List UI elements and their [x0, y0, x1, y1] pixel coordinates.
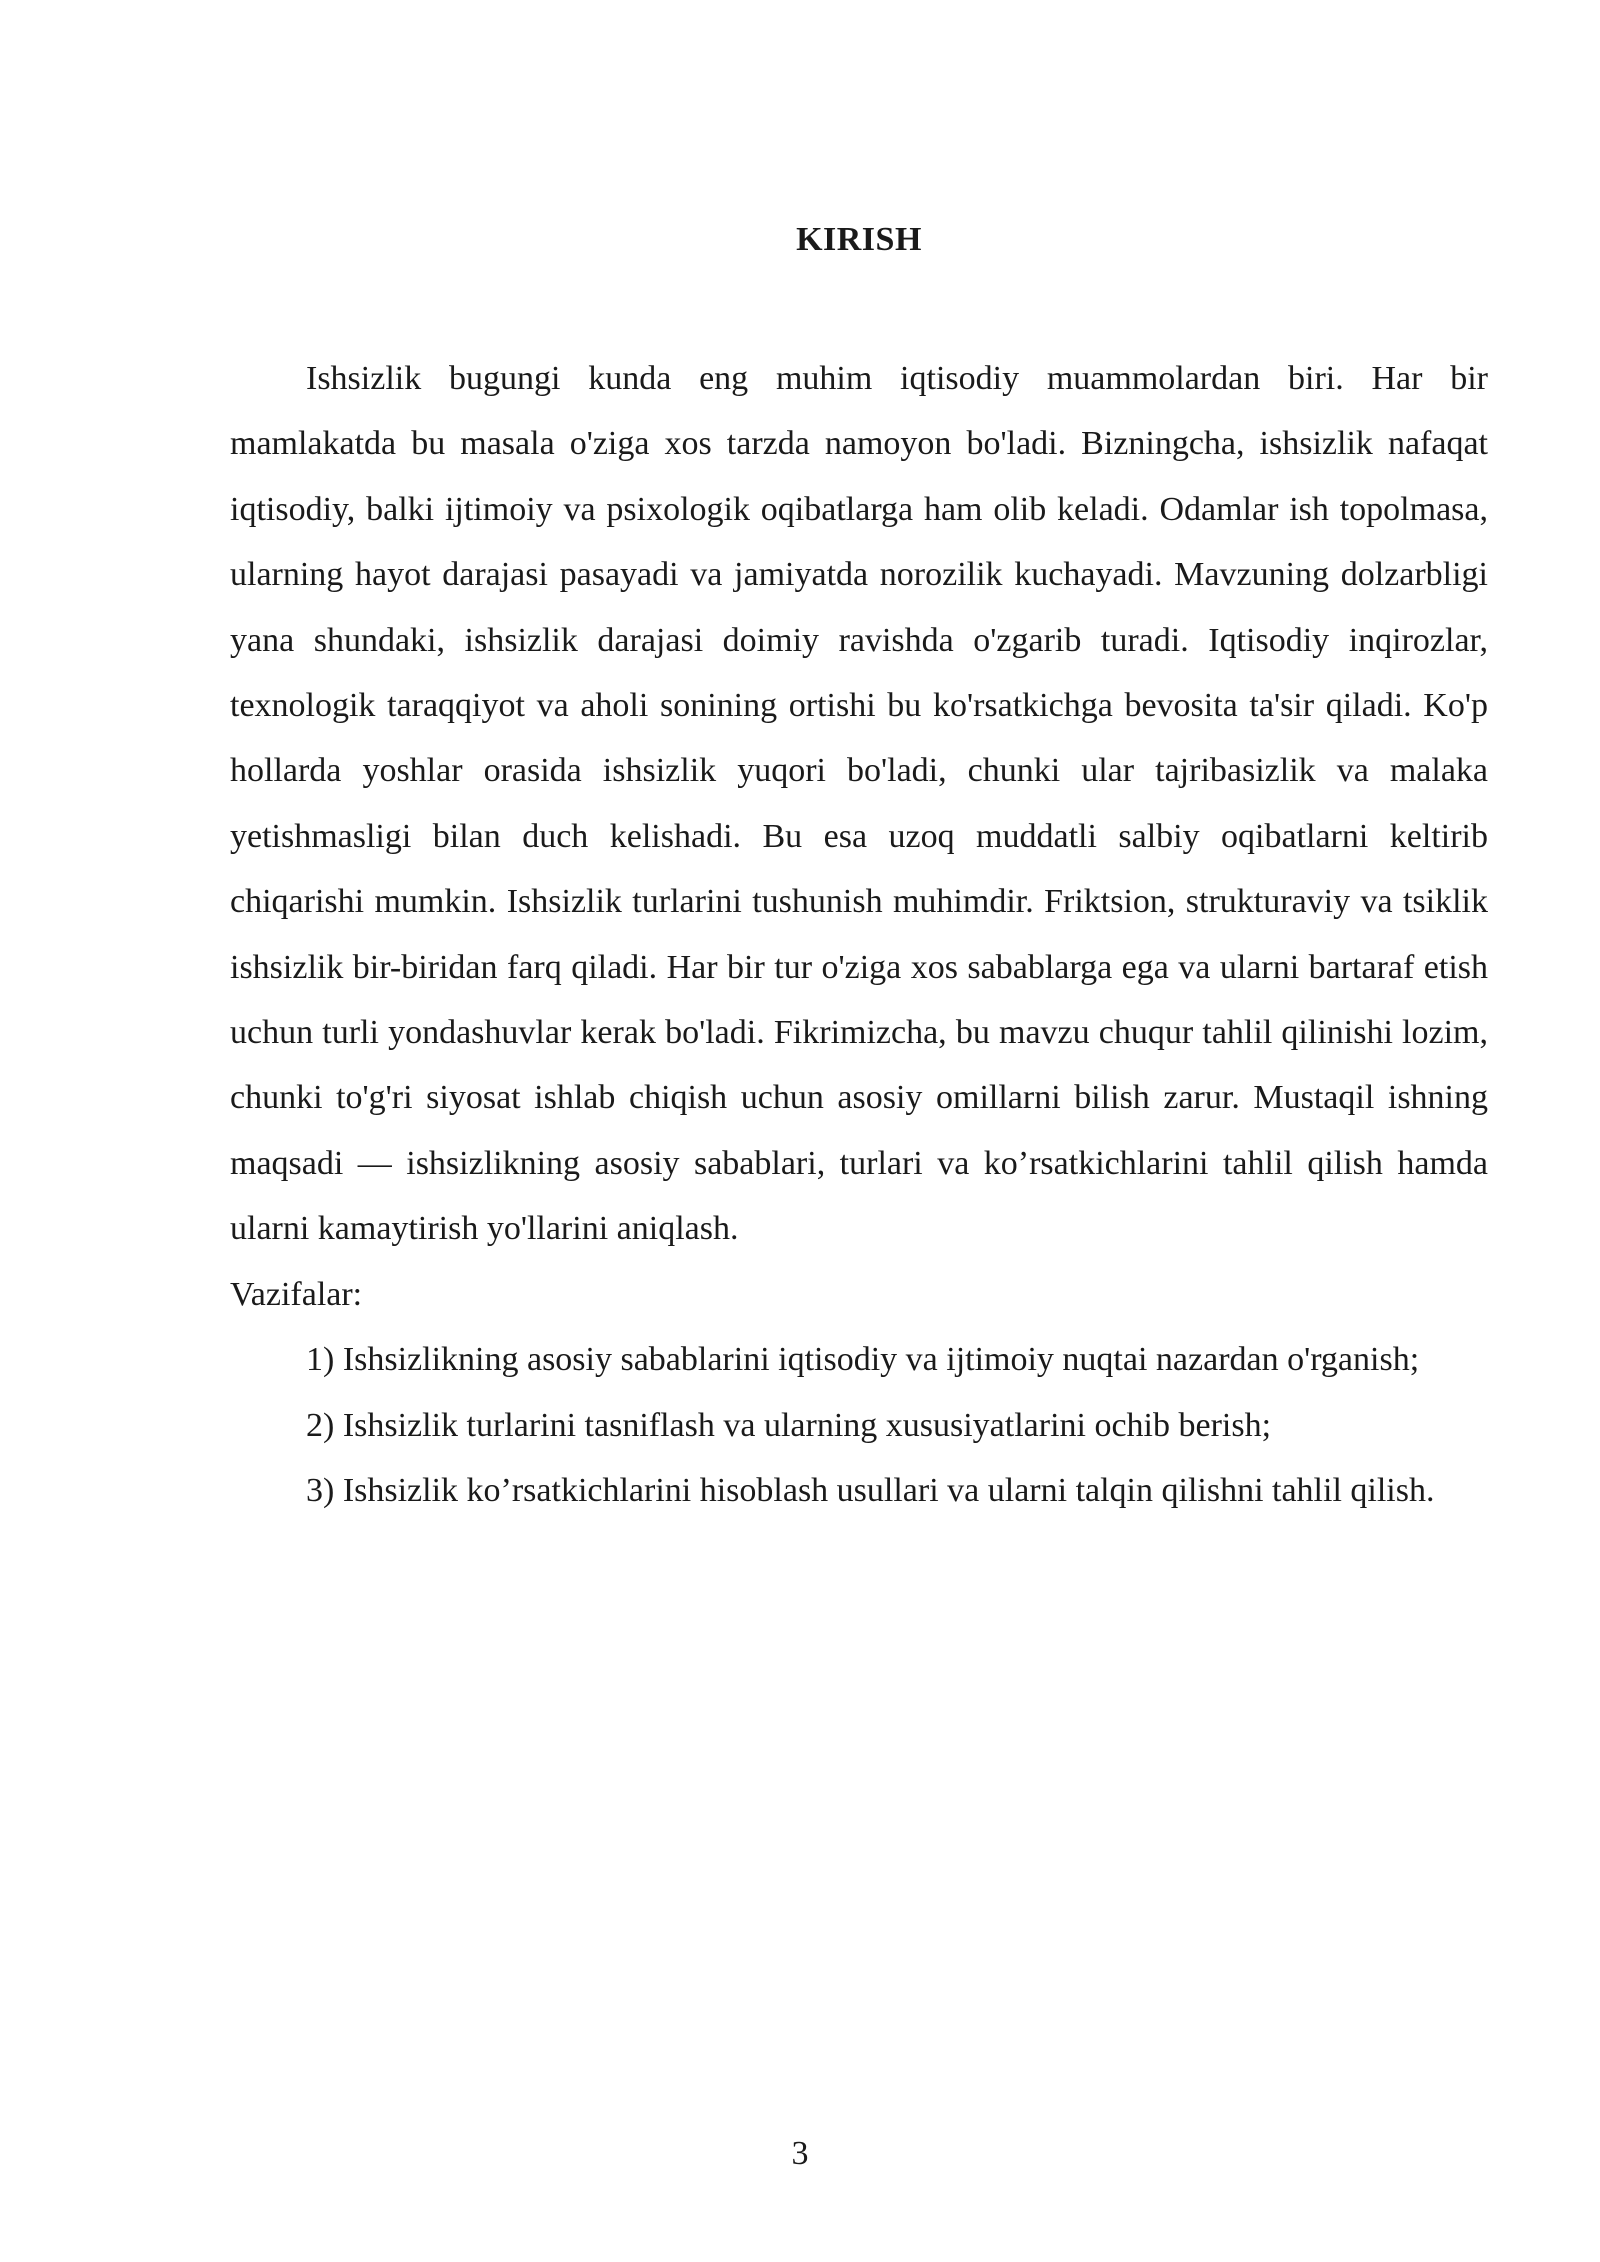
intro-paragraph: Ishsizlik bugungi kunda eng muhim iqtisodiy muammolardan biri. Har bir mamlakatda bu masala o'ziga xos tarzda namoyon bo'ladi. Bizningcha, ishsizlik nafaqat iqtisodiy, balki ijtimoiy va psixologik oqibatlarga ham olib keladi. Odamlar ish topolmasa, ularning hayot darajasi pasayadi va jamiyatda norozilik kuchayadi. Mavzuning dolzarbligi yana shundaki, ishsizlik darajasi doimiy ravishda o'zgarib turadi. Iqtisodiy inqirozlar, texnologik taraqqiyot va aholi sonining ortishi bu ko'rsatkichga bevosita ta'sir qiladi. Ko'p hollarda yoshlar orasida ishsizlik yuqori bo'ladi, chunki ular tajribasizlik va malaka yetishmasligi bilan duch kelishadi. Bu esa uzoq muddatli salbiy oqibatlarni keltirib chiqarishi mumkin. Ishsizlik turlarini tushunish muhimdir. Friktsion, strukturaviy va tsiklik ishsizlik bir-biridan farq qiladi. Har bir tur o'ziga xos sabablarga ega va ularni bartaraf etish uchun turli yondashuvlar kerak bo'ladi. Fikrimizcha, bu mavzu chuqur tahlil qilinishi lozim, chunki to'g'ri siyosat ishlab chiqish uchun asosiy omillarni bilish zarur. Mustaqil ishning maqsadi — ishsizlikning asosiy sabablari, turlari va ko’rsatkichlarini tahlil qilish hamda ularni kamaytirish yo'llarini aniqlash. — [230, 360, 1488, 1248]
task-item-3: 3) Ishsizlik ko’rsatkichlarini hisoblash usullari va ularni talqin qilishni tahlil qilish. — [306, 1471, 1435, 1509]
page-number: 3 — [791, 2135, 809, 2172]
task-item-2: 2) Ishsizlik turlarini tasniflash va ularning xususiyatlarini ochib berish; — [306, 1406, 1272, 1444]
document-body — [230, 346, 1488, 1523]
page-title: KIRISH — [796, 221, 922, 258]
tasks-label: Vazifalar: — [230, 1275, 363, 1313]
task-item-1: 1) Ishsizlikning asosiy sabablarini iqtisodiy va ijtimoiy nuqtai nazardan o'rganish; — [306, 1341, 1420, 1379]
